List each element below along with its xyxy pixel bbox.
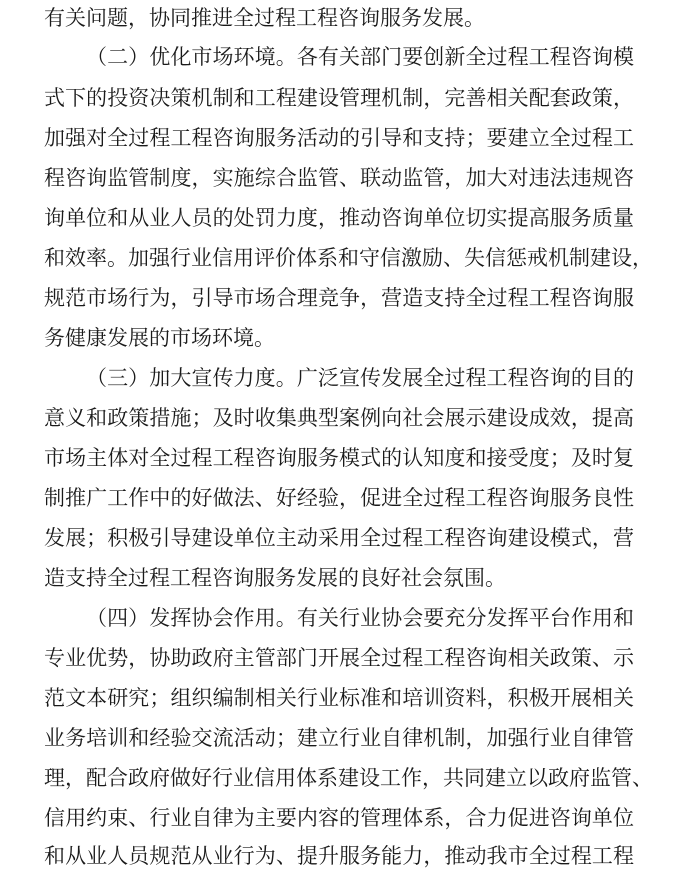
- paragraph-3-line-2: [44, 678, 634, 718]
- paragraph-3-line-3: [44, 718, 634, 758]
- paragraph-text: 理，配合政府做好行业信用体系建设工作，共同建立以政府监管、: [44, 766, 653, 790]
- paragraph-text: 加强对全过程工程咨询服务活动的引导和支持；要建立全过程工: [44, 126, 634, 150]
- paragraph-1-line-2: [44, 118, 634, 158]
- paragraph-1-line-4: [44, 198, 634, 238]
- paragraph-1-line-1: [44, 78, 634, 118]
- paragraph-3-line-0: [86, 598, 634, 638]
- paragraph-text: 范文本研究；组织编制相关行业标准和培训资料，积极开展相关: [44, 686, 634, 710]
- paragraph-text: 造支持全过程工程咨询服务发展的良好社会氛围。: [44, 566, 506, 590]
- paragraph-2-line-5: [44, 558, 634, 598]
- paragraph-text: 意义和政策措施；及时收集典型案例向社会展示建设成效，提高: [44, 406, 634, 430]
- paragraph-text: 发展；积极引导建设单位主动采用全过程工程咨询建设模式，营: [44, 526, 634, 550]
- paragraph-text: 式下的投资决策机制和工程建设管理机制，完善相关配套政策，: [44, 86, 634, 110]
- paragraph-2-line-1: [44, 398, 634, 438]
- paragraph-text: 和效率。加强行业信用评价体系和守信激励、失信惩戒机制建设，: [44, 246, 653, 270]
- paragraph-text: 询单位和从业人员的处罚力度，推动咨询单位切实提高服务质量: [44, 206, 634, 230]
- paragraph-text: 信用约束、行业自律为主要内容的管理体系，合力促进咨询单位: [44, 806, 634, 830]
- paragraph-2-line-3: [44, 478, 634, 518]
- paragraph-1-line-7: [44, 318, 634, 358]
- paragraph-text: 有关问题，协同推进全过程工程咨询服务发展。: [44, 6, 485, 30]
- paragraph-text: 市场主体对全过程工程咨询服务模式的认知度和接受度；及时复: [44, 446, 634, 470]
- paragraph-0-line-0: [44, 0, 634, 38]
- paragraph-2-line-4: [44, 518, 634, 558]
- paragraph-text: 广泛宣传发展全过程工程咨询的目的: [296, 366, 635, 390]
- paragraph-3-line-1: [44, 638, 634, 678]
- paragraph-3-line-4: [44, 758, 653, 798]
- section-heading: （三）加大宣传力度。: [86, 366, 297, 390]
- paragraph-1-line-3: [44, 158, 634, 198]
- paragraph-2-line-2: [44, 438, 634, 478]
- paragraph-1-line-6: [44, 278, 634, 318]
- paragraph-text: 规范市场行为，引导市场合理竞争，营造支持全过程工程咨询服: [44, 286, 634, 310]
- paragraph-text: 业务培训和经验交流活动；建立行业自律机制，加强行业自律管: [44, 726, 634, 750]
- paragraph-text: 制推广工作中的好做法、好经验，促进全过程工程咨询服务良性: [44, 486, 634, 510]
- paragraph-text: 有关行业协会要充分发挥平台作用和: [296, 606, 635, 630]
- paragraph-text: 务健康发展的市场环境。: [44, 326, 275, 350]
- section-heading: （四）发挥协会作用。: [86, 606, 297, 630]
- paragraph-2-line-0: [86, 358, 634, 398]
- section-heading: （二）优化市场环境。: [86, 45, 297, 69]
- paragraph-3-line-6: [44, 836, 634, 876]
- paragraph-text: 专业优势，协助政府主管部门开展全过程工程咨询相关政策、示: [44, 646, 634, 670]
- paragraph-text: 和从业人员规范从业行为、提升服务能力，推动我市全过程工程: [44, 844, 634, 868]
- paragraph-1-line-5: [44, 238, 653, 278]
- paragraph-3-line-5: [44, 798, 634, 838]
- paragraph-1-line-0: [86, 37, 634, 77]
- paragraph-text: 程咨询监管制度，实施综合监管、联动监管，加大对违法违规咨: [44, 166, 634, 190]
- paragraph-text: 各有关部门要创新全过程工程咨询模: [296, 45, 635, 69]
